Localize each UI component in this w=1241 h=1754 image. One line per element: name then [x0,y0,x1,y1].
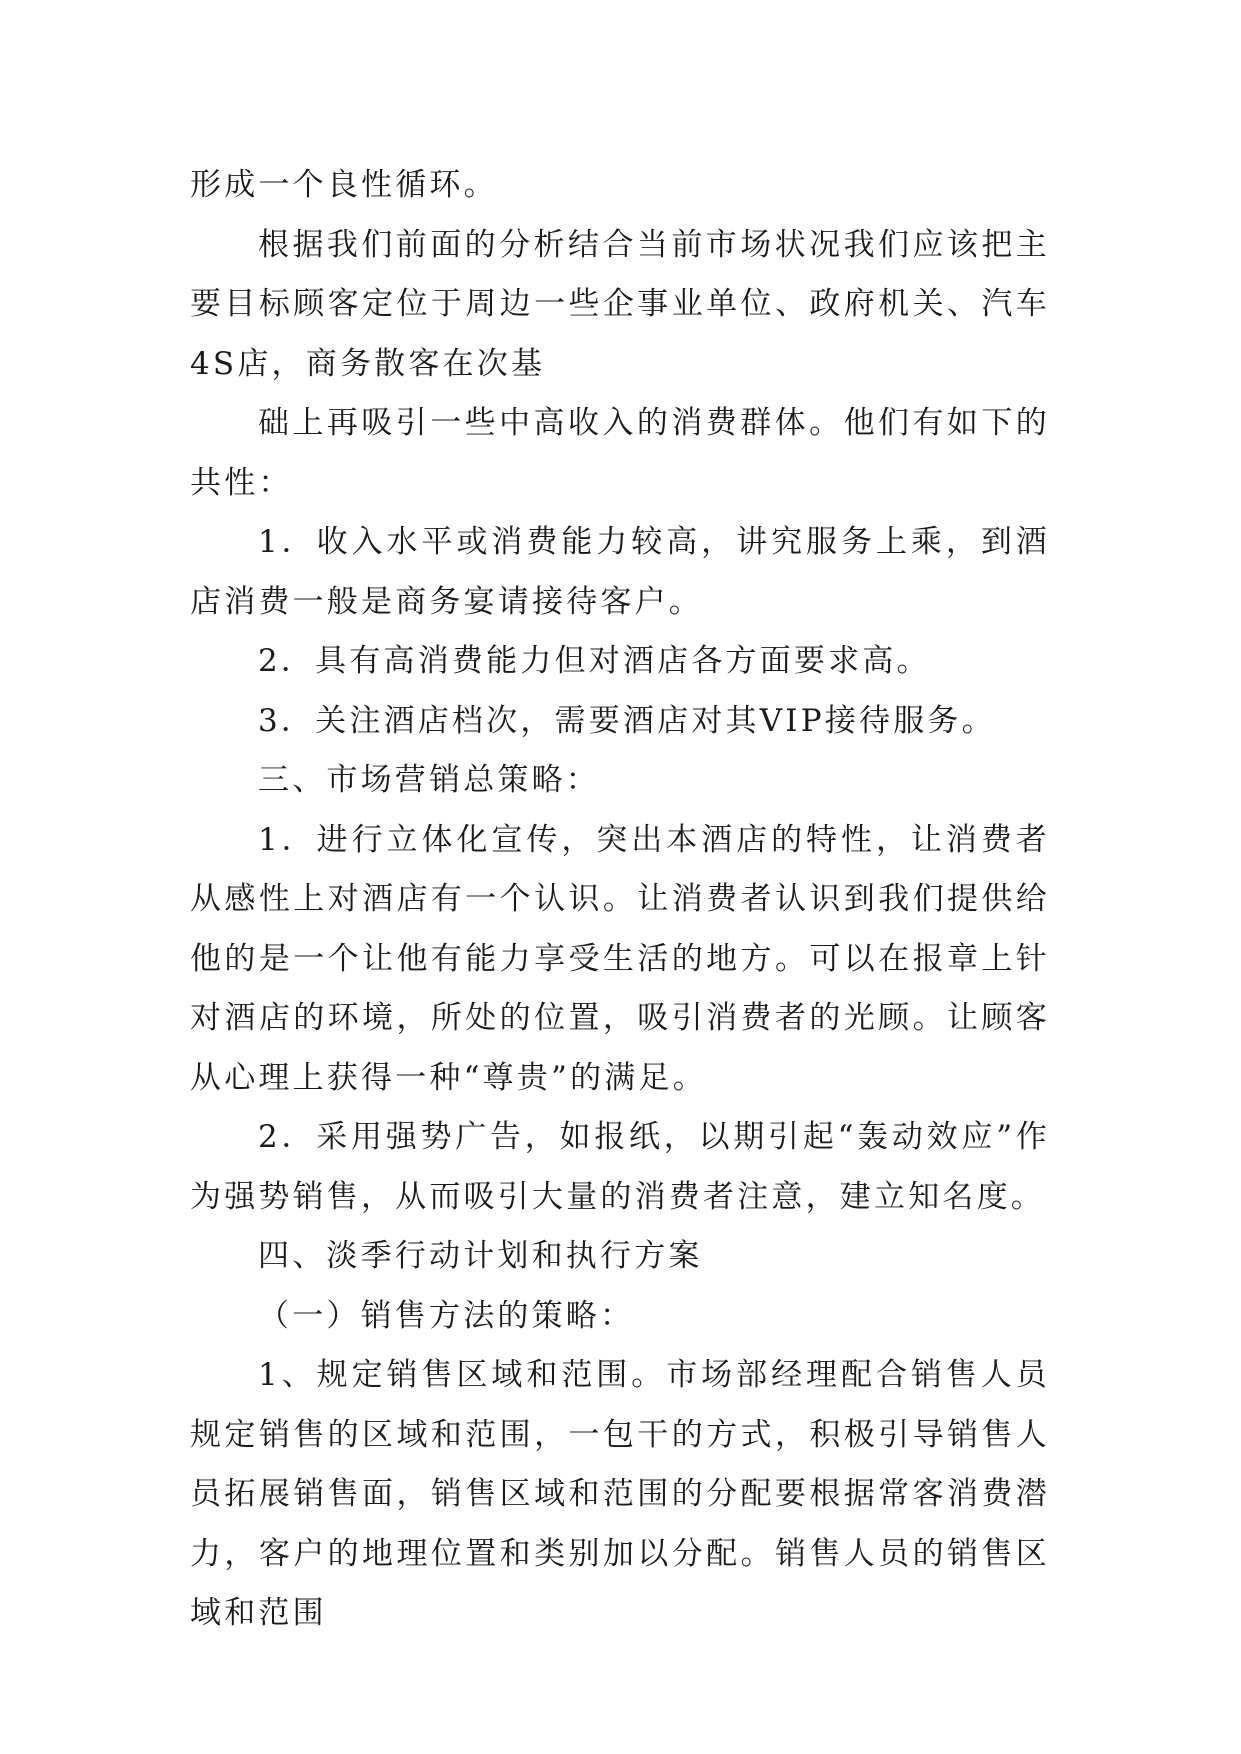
section-heading-4: 四、淡季行动计划和执行方案 [258,1238,703,1274]
section-heading-3: 三、市场营销总策略： [258,762,600,798]
list-item-1: 1．收入水平或消费能力较高，讲究服务上乘，到酒店消费一般是商务宴请接待客户。 [190,524,1050,620]
list-item-3: 3．关注酒店档次，需要酒店对其VIP接待服务。 [258,702,996,739]
subsection-heading-1: （一）销售方法的策略： [258,1297,635,1334]
list-item-2: 2．具有高消费能力但对酒店各方面要求高。 [258,643,931,679]
document-page [190,156,1050,1644]
sales-method-item-1: 1、规定销售区域和范围。市场部经理配合销售人员规定销售的区域和范围，一包干的方式，积极引导销售人员拓展销售面，销售区域和范围的分配要根据常客消费潜力，客户的地理位置和类别加以分配。销售人员的销售区域和范围 [190,1357,1050,1631]
paragraph-3: 础上再吸引一些中高收入的消费群体。他们有如下的共性： [190,405,1050,501]
strategy-item-1: 1．进行立体化宣传，突出本酒店的特性，让消费者从感性上对酒店有一个认识。让消费者认识到我们提供给他的是一个让他有能力享受生活的地方。可以在报章上针对酒店的环境，所处的位置，吸引消费者的光顾。让顾客从心理上获得一种“尊贵”的满足。 [190,821,1050,1096]
paragraph-1: 形成一个良性循环。 [190,167,498,203]
paragraph-2: 根据我们前面的分析结合当前市场状况我们应该把主要目标顾客定位于周边一些企事业单位、政府机关、汽车4S店，商务散客在次基 [190,226,1050,382]
strategy-item-2: 2．采用强势广告，如报纸，以期引起“轰动效应”作为强势销售，从而吸引大量的消费者注意，建立知名度。 [190,1119,1050,1215]
